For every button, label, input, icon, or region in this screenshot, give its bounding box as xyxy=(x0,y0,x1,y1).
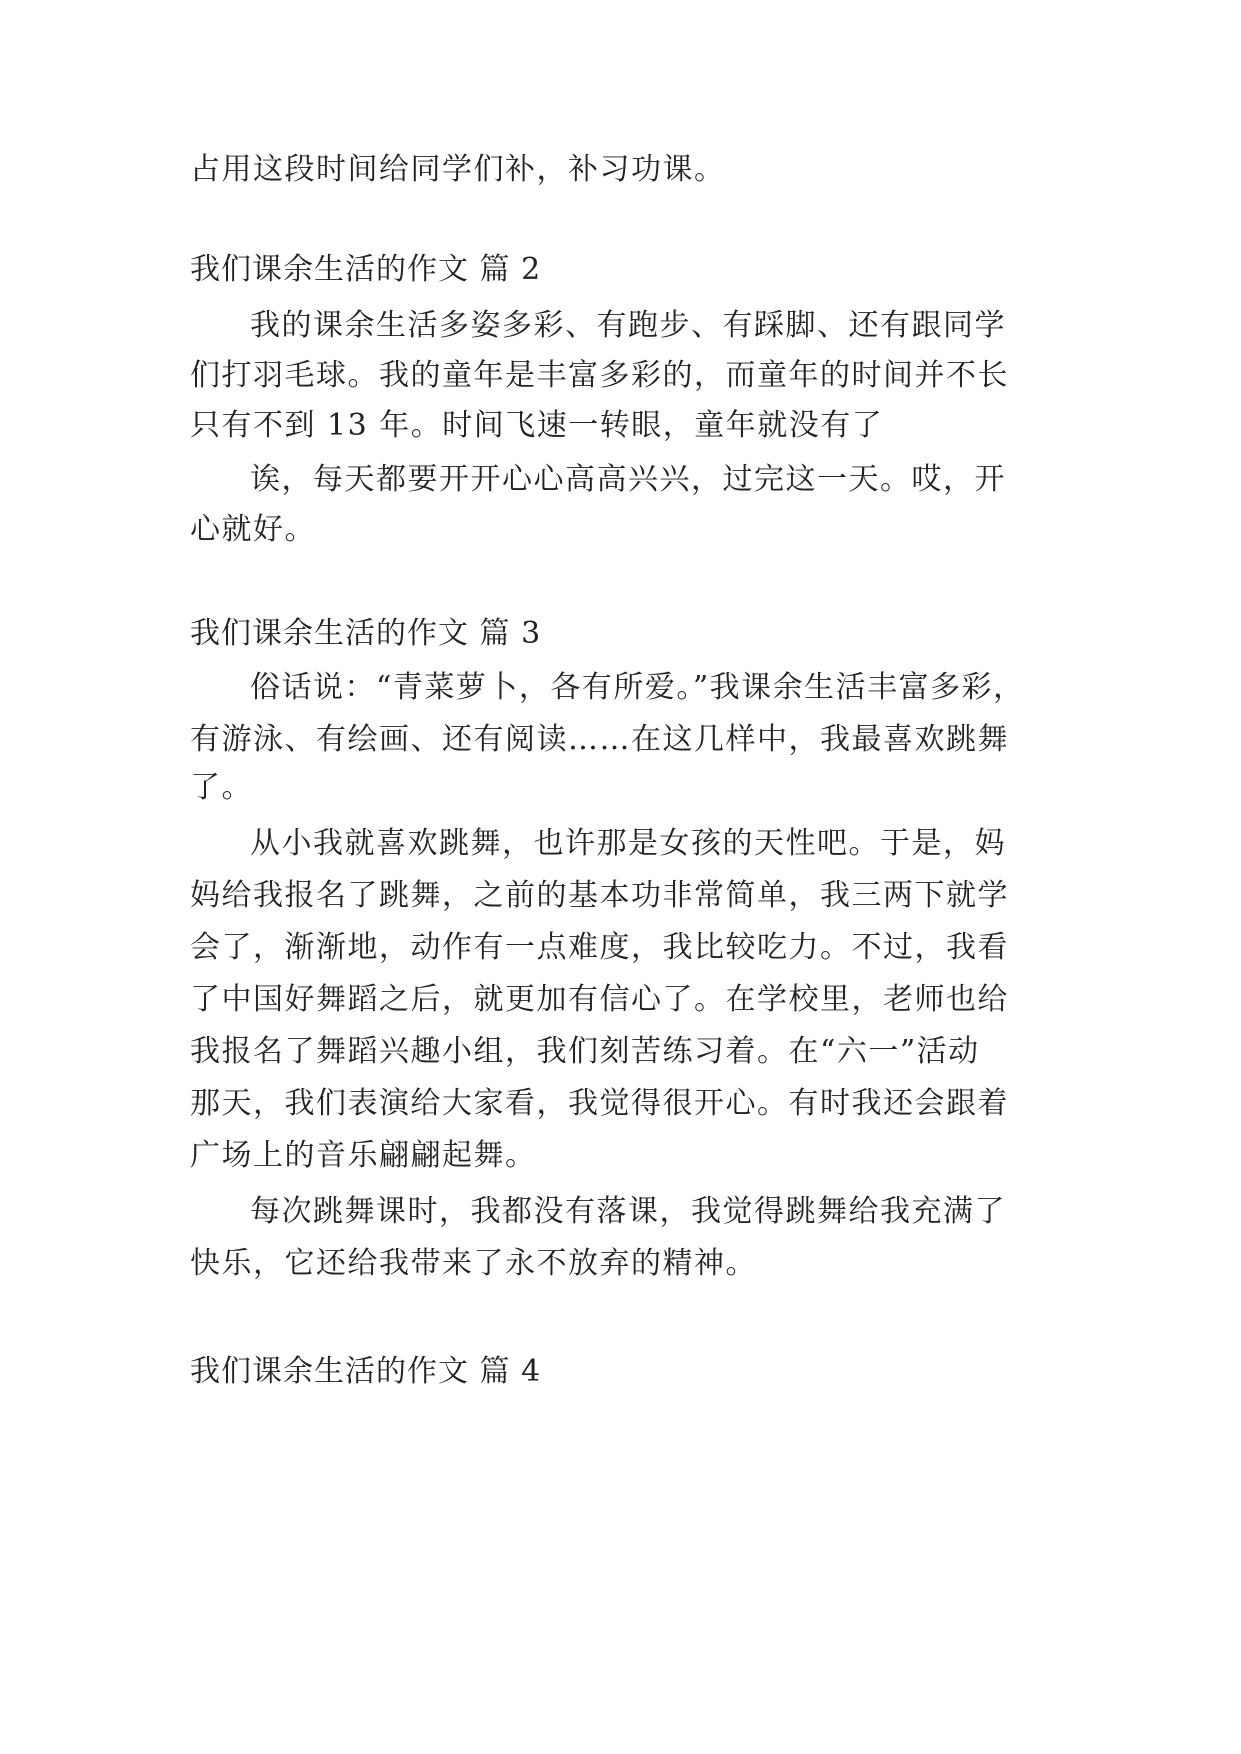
paragraph-line: 了中国好舞蹈之后，就更加有信心了。在学校里，老师也给 xyxy=(190,982,1009,1017)
paragraph-line: 有游泳、有绘画、还有阅读……在这几样中，我最喜欢跳舞 xyxy=(190,722,1009,757)
section-heading-2: 我们课余生活的作文 篇 2 xyxy=(190,252,542,287)
paragraph-line: 每次跳舞课时，我都没有落课，我觉得跳舞给我充满了 xyxy=(250,1194,1006,1229)
section-heading-3: 我们课余生活的作文 篇 3 xyxy=(190,616,542,651)
paragraph-line: 从小我就喜欢跳舞，也许那是女孩的天性吧。于是，妈 xyxy=(250,826,1006,861)
paragraph-line: 快乐，它还给我带来了永不放弃的精神。 xyxy=(190,1246,757,1281)
paragraph-line: 只有不到 13 年。时间飞速一转眼，童年就没有了 xyxy=(190,408,884,443)
paragraph-line: 们打羽毛球。我的童年是丰富多彩的，而童年的时间并不长 xyxy=(190,358,1009,393)
paragraph-line: 广场上的音乐翩翩起舞。 xyxy=(190,1138,537,1173)
paragraph-line: 诶，每天都要开开心心高高兴兴，过完这一天。哎，开 xyxy=(250,462,1006,497)
paragraph-line: 那天，我们表演给大家看，我觉得很开心。有时我还会跟着 xyxy=(190,1086,1009,1121)
paragraph-line: 心就好。 xyxy=(190,512,316,547)
paragraph-line: 我报名了舞蹈兴趣小组，我们刻苦练习着。在“六一”活动 xyxy=(190,1034,980,1069)
paragraph-line: 了。 xyxy=(190,770,253,805)
section-heading-4: 我们课余生活的作文 篇 4 xyxy=(190,1354,542,1389)
paragraph-line: 我的课余生活多姿多彩、有跑步、有踩脚、还有跟同学 xyxy=(250,308,1006,343)
paragraph-line: 妈给我报名了跳舞，之前的基本功非常简单，我三两下就学 xyxy=(190,878,1009,913)
paragraph-line: 俗话说：“青菜萝卜，各有所爱。”我课余生活丰富多彩， xyxy=(250,670,1025,705)
paragraph-line: 会了，渐渐地，动作有一点难度，我比较吃力。不过，我看 xyxy=(190,930,1009,965)
intro-line: 占用这段时间给同学们补，补习功课。 xyxy=(190,152,726,187)
